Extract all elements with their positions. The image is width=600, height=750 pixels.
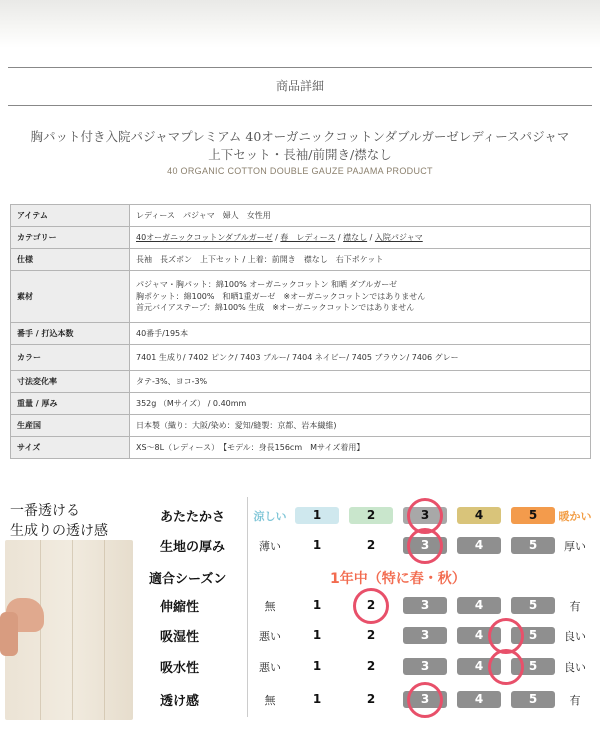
rating-box: 3 [403, 691, 447, 708]
rating-box: 4 [457, 597, 501, 614]
rating-box: 4 [457, 658, 501, 675]
rating-box: 1 [295, 627, 339, 644]
category-separator: / [367, 232, 375, 242]
rating-box: 5 [511, 537, 555, 554]
rating-left-label: 薄い [259, 540, 281, 553]
spec-value-line: XS～8L（レディース） 【モデル：身長156cm Mサイズ着用】 [136, 442, 365, 452]
spec-row [11, 323, 591, 345]
spec-value [130, 393, 591, 415]
spec-key: サイズ [11, 437, 130, 459]
spec-key: カラー [11, 345, 130, 371]
spec-value [130, 437, 591, 459]
category-link[interactable]: 襟なし [343, 232, 368, 242]
caption-line2: 生成りの透け感 [10, 523, 108, 539]
rating-label: 生地の厚み [160, 540, 226, 555]
rating-box: 2 [349, 507, 393, 524]
rating-label: あたたかさ [160, 510, 226, 525]
category-link[interactable]: 入院パジャマ [374, 232, 423, 242]
season-label: 適合シーズン [149, 572, 227, 587]
rating-box: 3 [403, 537, 447, 554]
product-title-line2: 上下セット・長袖/前開き/襟なし [208, 147, 392, 162]
rating-selected-marker [407, 682, 443, 718]
category-link[interactable]: 春 レディース [280, 232, 336, 242]
rating-label: 伸縮性 [160, 600, 200, 615]
rating-box: 2 [349, 691, 393, 708]
season-value: 1年中（特に春・秋） [330, 571, 466, 587]
rating-left-label: 悪い [259, 630, 281, 643]
spec-key: 番手 / 打込本数 [11, 323, 130, 345]
rating-box: 5 [511, 507, 555, 524]
spec-key: 寸法変化率 [11, 371, 130, 393]
spec-key: 仕様 [11, 249, 130, 271]
spec-value-line: タテ-3%、ヨコ-3% [136, 376, 208, 386]
caption-line1: 一番透ける [10, 503, 80, 519]
spec-row [11, 393, 591, 415]
category-link[interactable]: 40オーガニックコットンダブルガーゼ [136, 232, 273, 242]
spec-value [130, 271, 591, 323]
rating-box: 2 [349, 627, 393, 644]
spec-value-line: 352g （Mサイズ） / 0.40mm [136, 398, 247, 408]
rating-box: 2 [349, 537, 393, 554]
rating-box: 1 [295, 691, 339, 708]
category-separator: / [335, 232, 344, 242]
rating-left-label: 悪い [259, 661, 281, 674]
rating-box: 1 [295, 597, 339, 614]
spec-key: カテゴリー [11, 227, 130, 249]
rating-box: 3 [403, 627, 447, 644]
rating-box: 1 [295, 507, 339, 524]
spec-value-line: レディース パジャマ 婦人 女性用 [136, 210, 271, 220]
spec-value-line: 首元バイアステープ：綿100% 生成 ※オーガニックコットンではありません [136, 303, 415, 313]
rating-label: 吸湿性 [160, 630, 200, 645]
rating-right-label: 良い [564, 630, 586, 643]
rating-right-label: 有 [569, 600, 581, 613]
rating-box: 1 [295, 658, 339, 675]
spec-value [130, 415, 591, 437]
rating-left-label: 無 [264, 694, 276, 707]
spec-value-line: 日本製（織り：大阪/染め：愛知/縫製：京都、岩本繊維) [136, 420, 337, 430]
spec-row [11, 345, 591, 371]
product-subtitle: 40 ORGANIC COTTON DOUBLE GAUZE PAJAMA PRODUCT [167, 166, 433, 176]
rating-box: 5 [511, 597, 555, 614]
rating-box: 2 [349, 658, 393, 675]
spec-value [130, 249, 591, 271]
rating-label: 吸水性 [160, 661, 200, 676]
spec-value [130, 227, 591, 249]
rating-box: 1 [295, 537, 339, 554]
rating-box: 5 [511, 658, 555, 675]
rating-box: 5 [511, 627, 555, 644]
rating-box: 3 [403, 658, 447, 675]
spec-row [11, 205, 591, 227]
rating-selected-marker [353, 588, 389, 624]
rating-right-label: 暖かい [558, 510, 592, 523]
spec-value-line: 40番手/195本 [136, 328, 189, 338]
divider-bottom [8, 105, 592, 106]
rating-box: 5 [511, 691, 555, 708]
category-separator: / [272, 232, 281, 242]
rating-box: 3 [403, 507, 447, 524]
arm-image [0, 612, 18, 656]
spec-key: 素材 [11, 271, 130, 323]
spec-row [11, 437, 591, 459]
rating-selected-marker [488, 649, 524, 685]
rating-box: 4 [457, 627, 501, 644]
spec-value [130, 323, 591, 345]
spec-key: 重量 / 厚み [11, 393, 130, 415]
section-title: 商品詳細 [275, 79, 324, 93]
spec-value [130, 205, 591, 227]
spec-value [130, 345, 591, 371]
rating-label: 透け感 [160, 694, 200, 709]
spec-row [11, 415, 591, 437]
spec-value-line: 7401 生成り/ 7402 ピンク/ 7403 ブルー/ 7404 ネイビー/ 7405 ブラウン/ 7406 グレー [136, 352, 459, 362]
rating-left-label: 無 [264, 600, 276, 613]
rating-box: 2 [349, 597, 393, 614]
divider-top [8, 67, 592, 68]
spec-value [130, 371, 591, 393]
rating-box: 3 [403, 597, 447, 614]
rating-box: 4 [457, 691, 501, 708]
rating-right-label: 厚い [564, 540, 586, 553]
spec-row [11, 249, 591, 271]
rating-left-label: 涼しい [253, 510, 287, 523]
spec-row [11, 227, 591, 249]
product-title-line1: 胸パット付き入院パジャマプレミアム 40オーガニックコットンダブルガーゼレディースパジャマ [30, 129, 570, 144]
rating-right-label: 有 [569, 694, 581, 707]
spec-key: 生産国 [11, 415, 130, 437]
rating-box: 4 [457, 507, 501, 524]
spec-key: アイテム [11, 205, 130, 227]
spec-table [10, 204, 591, 459]
spec-row [11, 371, 591, 393]
spec-value-line: 胸ポケット：綿100% 和晒1重ガーゼ ※オーガニックコットンではありません [136, 291, 426, 301]
rating-selected-marker [407, 528, 443, 564]
top-banner [0, 0, 600, 48]
spec-row [11, 271, 591, 323]
spec-value-line: 長袖 長ズボン 上下セット / 上着：前開き 襟なし 右下ポケット [136, 254, 384, 264]
rating-right-label: 良い [564, 661, 586, 674]
rating-box: 4 [457, 537, 501, 554]
spec-value-line: パジャマ・胸パット：綿100% オーガニックコットン 和晒 ダブルガーゼ [136, 280, 398, 290]
